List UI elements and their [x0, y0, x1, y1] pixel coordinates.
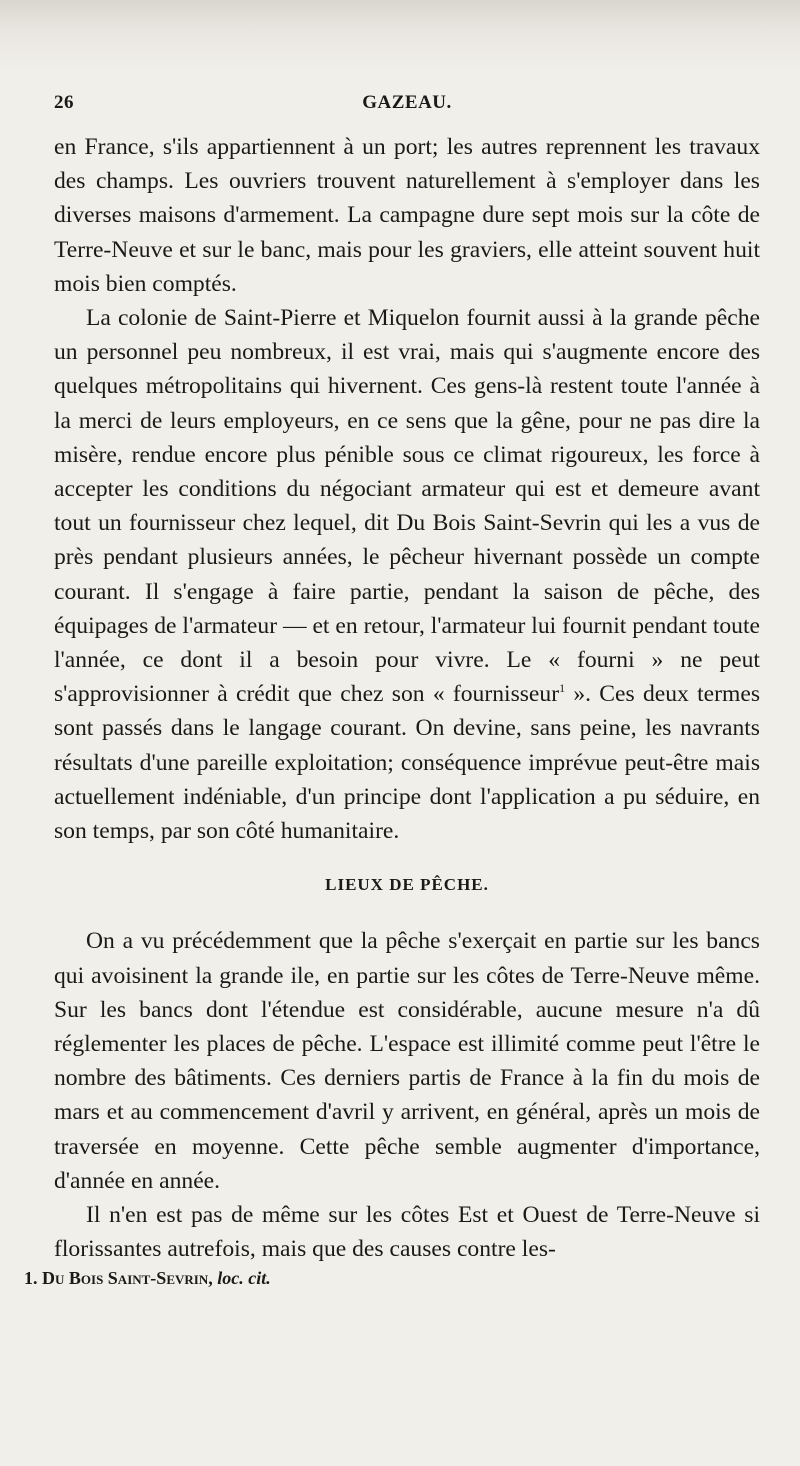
- running-title: GAZEAU.: [362, 92, 452, 113]
- page-number: 26: [54, 92, 74, 113]
- footnote: [24, 1268, 271, 1289]
- paragraph-3: On a vu précédemment que la pêche s'exerçait en partie sur les bancs qui avoisinent la grande ile, en partie sur les côtes de Terre-Neuve même. Sur les bancs dont l'étendue est considérable, aucune mesure n'a dû réglementer les places de pêche. L'espace est illimité comme peut l'être le nombre des bâtiments. Ces derniers partis de France à la fin du mois de mars et au commencement d'avril y arrivent, en général, après un mois de traversée en moyenne. Cette pêche semble augmenter d'importance, d'année en année.: [54, 928, 760, 1194]
- book-page: [54, 92, 760, 1267]
- footnote-reference: 1: [559, 681, 566, 696]
- scan-edge-shading: [0, 0, 800, 70]
- paragraph-2-continuation: ». Ces deux termes sont passés dans le langage courant. On devine, sans peine, les navrants résultats d'une pareille exploitation; conséquence imprévue peut-être mais actuellement indéniable, d'un principe dont l'application a pu séduire, en son temps, par son côté humanitaire.: [54, 681, 760, 845]
- paragraph-4: Il n'en est pas de même sur les côtes Est et Ouest de Terre-Neuve si florissantes autrefois, mais que des causes contre les-: [54, 1202, 760, 1263]
- paragraph-2-text: La colonie de Saint-Pierre et Miquelon fournit aussi à la grande pêche un personnel peu nombreux, il est vrai, mais qui s'augmente encore des quelques métropolitains qui hivernent. Ces gens-là restent toute l'année à la merci de leurs employeurs, en ce sens que la gêne, pour ne pas dire la misère, rendue encore plus pénible sous ce climat rigoureux, les force à accepter les conditions du négociant armateur qui est et demeure avant tout un fournisseur chez lequel, dit Du Bois Saint-Sevrin qui les a vus de près pendant plusieurs années, le pêcheur hivernant possède un compte courant. Il s'engage à faire partie, pendant la saison de pêche, des équipages de l'armateur — et en retour, l'armateur lui fournit pendant toute l'année, ce dont il a besoin pour vivre. Le « fourni » ne peut s'approvisionner à crédit que chez son « fournisseur: [54, 305, 760, 708]
- body-text: [54, 130, 760, 1267]
- footnote-author: Du Bois Saint-Sevrin,: [42, 1268, 213, 1288]
- footnote-number: 1.: [24, 1268, 38, 1288]
- paragraph-2: [54, 301, 760, 848]
- running-head: [54, 92, 760, 120]
- section-heading: LIEUX DE PÊCHE.: [325, 875, 489, 895]
- paragraph-1: en France, s'ils appartiennent à un port; les autres reprennent les travaux des champs. Les ouvriers trouvent naturellement à s'employer dans les diverses maisons d'armement. La campagne dure sept mois sur la côte de Terre-Neuve et sur le banc, mais pour les graviers, elle atteint souvent huit mois bien comptés.: [54, 134, 760, 297]
- footnote-citation: loc. cit.: [217, 1268, 271, 1288]
